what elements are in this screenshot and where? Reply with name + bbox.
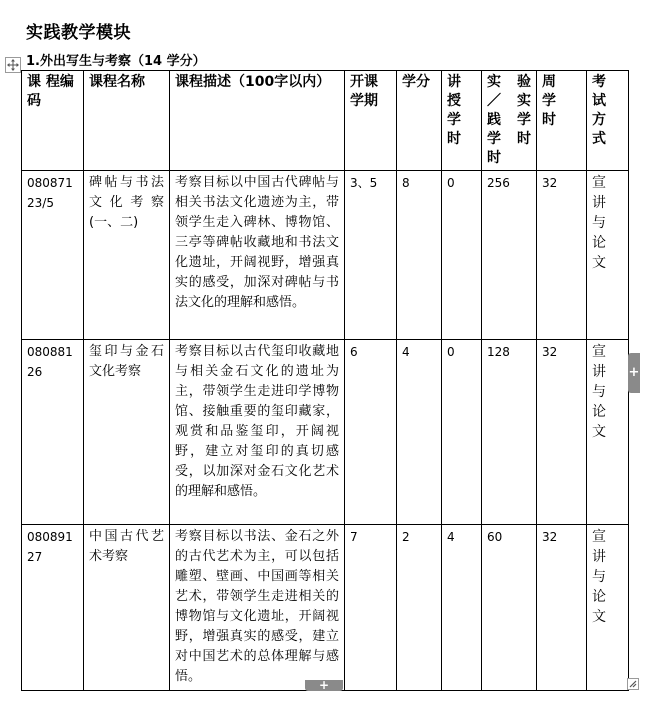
cell-exam-type[interactable] xyxy=(587,340,629,525)
table-row xyxy=(22,171,629,340)
header-course-desc: 课程描述（100字以内） xyxy=(170,71,345,171)
cell-exam-type[interactable] xyxy=(587,171,629,340)
header-week-hours-label: 周学时 xyxy=(542,74,556,128)
cell-credit[interactable]: 4 xyxy=(397,340,442,525)
cell-course-name[interactable]: 玺印与金石文化考察 xyxy=(84,340,170,525)
table-row xyxy=(22,525,629,691)
cell-course-name[interactable]: 碑帖与书法文化考察(一、二) xyxy=(84,171,170,340)
cell-credit[interactable]: 2 xyxy=(397,525,442,691)
cell-term[interactable]: 7 xyxy=(345,525,397,691)
cell-exam-type-label: 宣讲与论文 xyxy=(592,344,606,440)
table-move-handle-icon[interactable] xyxy=(5,57,21,73)
cell-exam-type-label: 宣讲与论文 xyxy=(592,175,606,271)
header-practice-lab-wrap xyxy=(487,73,531,168)
cell-practice-hours[interactable]: 60 xyxy=(482,525,537,691)
cell-course-desc[interactable]: 考察目标以书法、金石之外的古代艺术为主，可以包括雕塑、壁画、中国画等相关艺术，带领学生走进相关的博物馆与文化遗址，开阔视野，增强真实的感受，建立对中国艺术的总体理解与感悟。 xyxy=(170,525,345,691)
table-header-row xyxy=(22,71,629,171)
header-practice-hours xyxy=(482,71,537,171)
cell-term[interactable]: 3、5 xyxy=(345,171,397,340)
cell-course-code[interactable]: 08088126 xyxy=(22,340,84,525)
cell-week-hours[interactable]: 32 xyxy=(537,525,587,691)
header-course-name: 课程名称 xyxy=(84,71,170,171)
section-title: 1.外出写生与考察（14 学分） xyxy=(26,54,206,69)
cell-lecture-hours[interactable]: 0 xyxy=(442,340,482,525)
cell-course-desc[interactable]: 考察目标以古代玺印收藏地与相关金石文化的遗址为主，带领学生走进印学博物馆、接触重要的玺印藏家，观赏和品鉴玺印，开阔视野，建立对玺印的真切感受，以加深对金石文化艺术的理解和感悟。 xyxy=(170,340,345,525)
add-row-button[interactable]: + xyxy=(305,680,343,691)
cell-week-hours[interactable]: 32 xyxy=(537,171,587,340)
cell-course-code[interactable]: 08087123/5 xyxy=(22,171,84,340)
table-row xyxy=(22,340,629,525)
cell-term[interactable]: 6 xyxy=(345,340,397,525)
header-term: 开课学期 xyxy=(345,71,397,171)
header-lecture-hours-label: 讲授学时 xyxy=(447,74,461,147)
cell-course-desc[interactable]: 考察目标以中国古代碑帖与相关书法文化遗迹为主，带领学生走入碑林、博物馆、三亭等碑帖收藏地和书法文化遗址，开阔视野，增强真实的感受，加深对碑帖与书法文化的理解和感悟。 xyxy=(170,171,345,340)
header-exam-type-label: 考试方式 xyxy=(592,74,606,147)
header-lecture-hours xyxy=(442,71,482,171)
header-course-code: 课 程编码 xyxy=(22,71,84,171)
table-resize-handle-icon[interactable] xyxy=(627,678,639,690)
header-exam-type xyxy=(587,71,629,171)
add-column-button[interactable]: + xyxy=(628,353,640,393)
cell-exam-type-label: 宣讲与论文 xyxy=(592,529,606,625)
page-title: 实践教学模块 xyxy=(26,23,131,43)
cell-practice-hours[interactable]: 128 xyxy=(482,340,537,525)
cell-course-code[interactable]: 08089127 xyxy=(22,525,84,691)
header-week-hours xyxy=(537,71,587,171)
cell-week-hours[interactable]: 32 xyxy=(537,340,587,525)
cell-lecture-hours[interactable]: 4 xyxy=(442,525,482,691)
header-lab-label: 验实学时 xyxy=(517,74,531,147)
course-table xyxy=(21,70,629,691)
cell-exam-type[interactable] xyxy=(587,525,629,691)
cell-lecture-hours[interactable]: 0 xyxy=(442,171,482,340)
cell-practice-hours[interactable]: 256 xyxy=(482,171,537,340)
header-credit: 学分 xyxy=(397,71,442,171)
header-practice-label: 实／践学时 xyxy=(487,74,501,166)
cell-course-name[interactable]: 中国古代艺术考察 xyxy=(84,525,170,691)
cell-credit[interactable]: 8 xyxy=(397,171,442,340)
